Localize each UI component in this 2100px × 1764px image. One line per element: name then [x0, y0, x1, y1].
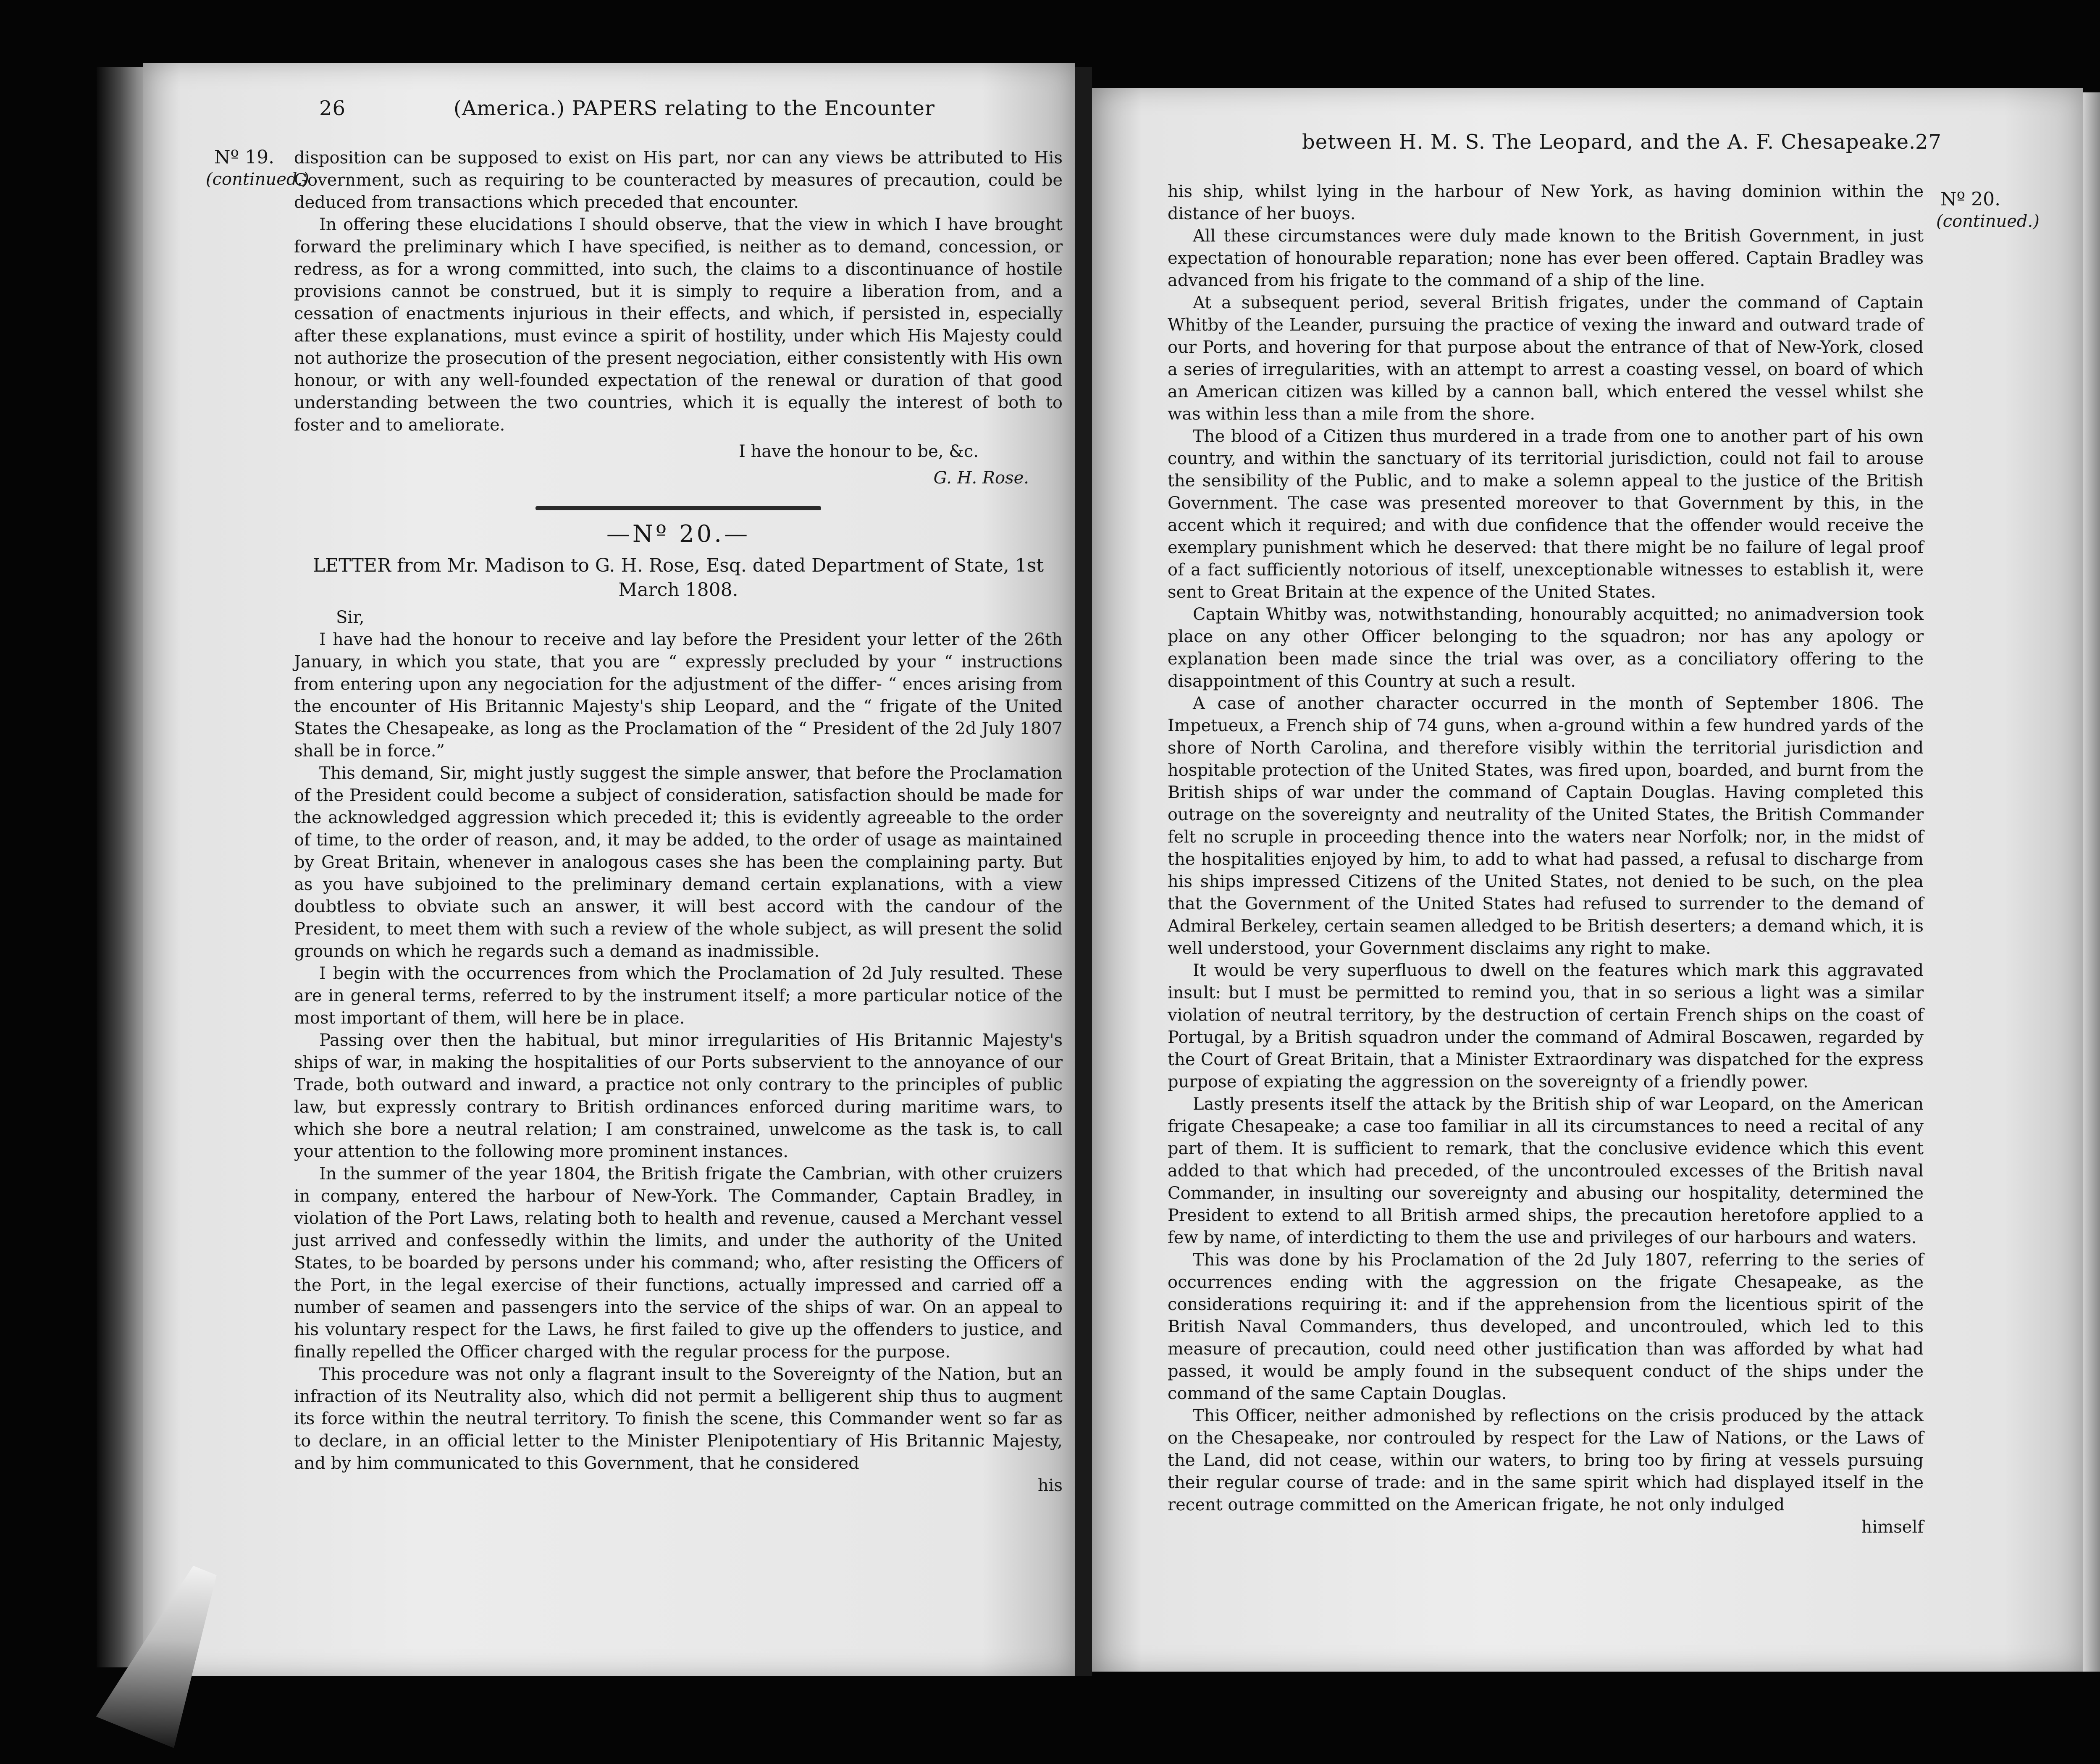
- paragraph: his ship, whilst lying in the harbour of New York, as having dominion within the distance of her buoys.: [1168, 182, 1924, 223]
- left-side-continued: (continued.): [206, 170, 309, 189]
- left-page-body: [294, 147, 1063, 1497]
- right-page-header: between H. M. S. The Leopard, and the A. F. Chesapeake.: [1302, 130, 1916, 154]
- right-side-number: Nº 20.: [1940, 189, 2001, 210]
- right-side-continued: (continued.): [1936, 212, 2040, 231]
- paragraph: This procedure was not only a flagrant insult to the Sovereignty of the Nation, but an infraction of its Neutrality also, which did not permit a belligerent ship thus to augment its force within the neutral territory. To finish the scene, this Commander went so far as to declare, in an official letter to the Minister Plenipotentiary of His Britannic Majesty, and by him communicated to this Government, that he considered: [294, 1365, 1063, 1473]
- paragraph: This demand, Sir, might justly suggest the simple answer, that before the Proclamation of the President could become a subject of consideration, satisfaction should be made for the acknowledged aggression which preceded it; this is evidently agreeable to the order of time, to the order of reason, and, it may be added, to the order of usage as maintained by Great Britain, whenever in analogous cases she has been the complaining party. But as you have subjoined to the preliminary demand certain explanations, with a view doubtless to obviate such an answer, it will best accord with the candour of the President, to meet them with such a review of the whole subject, as will present the solid grounds on which he regards such a demand as inadmissible.: [294, 764, 1063, 961]
- right-page: [1092, 88, 2083, 1672]
- paragraph: Captain Whitby was, notwithstanding, honourably acquitted; no animadversion took place on any other Officer belonging to the squadron; nor has any apology or explanation been made since the trial was over, as a conciliatory offering to the disappointment of this Country at such a result.: [1168, 605, 1924, 691]
- paragraph: I have had the honour to receive and lay before the President your letter of the 26th January, in which you state, that you are “ expressly precluded by your “ instructions from entering upon any negociation for the adjustment of the differ- “ ences arising from the encounter of His Britannic Majesty's ship Leopard, and the “ frigate of the United States the Chesapeake, as long as the Proclamation of the “ President of the 2d July 1807 shall be in force.”: [294, 630, 1063, 761]
- paragraph: I begin with the occurrences from which the Proclamation of 2d July resulted. These are in general terms, referred to by the instrument itself; a more particular notice of the most important of them, will here be in place.: [294, 964, 1063, 1028]
- paragraph: A case of another character occurred in the month of September 1806. The Impetueux, a French ship of 74 guns, when a-ground within a few hundred yards of the shore of North Carolina, and therefore visibly within the territorial jurisdiction and hospitable protection of the United States, was fired upon, boarded, and burnt from the British ships of war under the command of Captain Douglas. Having completed this outrage on the sovereignty and neutrality of the United States, the British Commander felt no scruple in proceeding thence into the waters near Norfolk; nor, in the midst of the hospitalities enjoyed by him, to add to what had passed, a refusal to discharge from his ships impressed Citizens of the United States, not denied to be such, on the plea that the Government of the United States had refused to surrender to the demand of Admiral Berkeley, certain seamen alledged to be British deserters; a demand which, it is well understood, your Government disclaims any right to make.: [1168, 694, 1924, 958]
- paragraph: It would be very superfluous to dwell on the features which mark this aggravated insult: but I must be permitted to remind you, that in so serious a light was a similar violation of neutral territory, by the destruction of certain French ships on the coast of Portugal, by a British squadron under the command of Admiral Boscawen, regarded by the Court of Great Britain, that a Minister Extraordinary was dispatched for the express purpose of expiating the aggression on the sovereignty of a friendly power.: [1168, 961, 1924, 1092]
- catchword: his: [1037, 1476, 1063, 1495]
- section-rule: [536, 506, 821, 510]
- book-gutter: [1075, 67, 1092, 1676]
- left-page-number: 26: [319, 97, 346, 120]
- paragraph: Lastly presents itself the attack by the British ship of war Leopard, on the American frigate Chesapeake; a case too familiar in all its circumstances to need a recital of any part of them. It is sufficient to remark, that the conclusive evidence which this event added to that which had preceded, of the uncontrouled excesses of the British naval Commander, in insulting our sovereignty and abusing our hospitality, determined the President to extend to all British armed ships, the precaution heretofore applied to a few by name, of interdicting to them the use and privileges of our harbours and waters.: [1168, 1095, 1924, 1247]
- left-side-number: Nº 19.: [214, 147, 275, 168]
- right-page-body: [1168, 181, 1924, 1538]
- right-page-number: 27: [1915, 130, 1942, 154]
- signature: G. H. Rose.: [933, 468, 1029, 488]
- catchword: himself: [1861, 1517, 1924, 1537]
- left-page: [143, 63, 1075, 1676]
- paragraph: In offering these elucidations I should observe, that the view in which I have brought forward the preliminary which I have specified, is neither as to demand, concession, or redress, as for a wrong committed, into such, the claims to a discontinuance of hostile provisions cannot be construed, but it is simply to require a liberation from, and a cessation of enactments injurious in their effects, and which, if persisted in, especially after these explanations, must evince a spirit of hostility, under which His Majesty could not authorize the prosecution of the present negociation, either consistently with His own honour, or with any well-founded expectation of the renewal or duration of that good understanding between the two countries, which it is equally the interest of both to foster and to ameliorate.: [294, 215, 1063, 435]
- section-number: —Nº 20.—: [606, 520, 751, 548]
- paragraph: disposition can be supposed to exist on His part, nor can any views be attributed to His Government, such as requiring to be counteracted by measures of precaution, could be deduced from transactions which preceded that encounter.: [294, 148, 1063, 212]
- page-stack-edge: [2083, 92, 2100, 1672]
- paragraph: In the summer of the year 1804, the British frigate the Cambrian, with other cruizers in company, entered the harbour of New-York. The Commander, Captain Bradley, in violation of the Port Laws, relating both to health and revenue, caused a Merchant vessel just arrived and confessedly within the limits, and under the authority of the United States, to be boarded by persons under his command; who, after resisting the Officers of the Port, in the legal exercise of their functions, actually impressed and carried off a number of seamen and passengers into the service of the ships of war. On an appeal to his voluntary respect for the Laws, he first failed to give up the offenders to justice, and finally repelled the Officer charged with the regular process for the purpose.: [294, 1164, 1063, 1362]
- letter-title: LETTER from Mr. Madison to G. H. Rose, Esq. dated Department of State, 1st March 1808.: [312, 555, 1044, 601]
- paragraph: The blood of a Citizen thus murdered in a trade from one to another part of his own country, and within the sanctuary of its territorial jurisdiction, could not fail to arouse the sensibility of the Public, and to make a solemn appeal to the justice of the British Government. The case was presented moreover to that Government by this, in the accent which it required; and with due confidence that the offender would receive the exemplary punishment which he deserved: that there might be no failure of legal proof of a fact sufficiently notorious of itself, unexceptionable witnesses to establish it, were sent to Great Britain at the expence of the United States.: [1168, 427, 1924, 602]
- salutation: Sir,: [336, 608, 365, 627]
- paragraph: All these circumstances were duly made known to the British Government, in just expectation of honourable reparation; none has ever been offered. Captain Bradley was advanced from his frigate to the command of a ship of the line.: [1168, 226, 1924, 290]
- paragraph: At a subsequent period, several British frigates, under the command of Captain Whitby of the Leander, pursuing the practice of vexing the inward and outward trade of our Ports, and hovering for that purpose about the entrance of that of New-York, closed a series of irregularities, with an attempt to arrest a coasting vessel, on board of which an American citizen was killed by a cannon ball, which entered the vessel whilst she was within less than a mile from the shore.: [1168, 293, 1924, 424]
- paragraph: Passing over then the habitual, but minor irregularities of His Britannic Majesty's ships of war, in making the hospitalities of our Ports subservient to the annoyance of our Trade, both outward and inward, a practice not only contrary to the principles of public law, but expressly contrary to British ordinances enforced during maritime wars, to which she bore a neutral relation; I am constrained, unwelcome as the task is, to call your attention to the following more prominent instances.: [294, 1031, 1063, 1161]
- left-page-header: (America.) PAPERS relating to the Encounter: [454, 97, 935, 120]
- closing-line: I have the honour to be, &c.: [739, 442, 979, 461]
- paragraph: This was done by his Proclamation of the 2d July 1807, referring to the series of occurrences ending with the aggression on the frigate Chesapeake, as the considerations requiring it: and if the apprehension from the licentious spirit of the British Naval Commanders, thus developed, and uncontrouled, which led to this measure of precaution, could need other justification than was afforded by what had passed, it would be amply found in the subsequent conduct of the ships under the command of the same Captain Douglas.: [1168, 1250, 1924, 1403]
- paragraph: This Officer, neither admonished by reflections on the crisis produced by the attack on the Chesapeake, nor controuled by respect for the Law of Nations, or the Laws of the Land, did not cease, within our waters, to bring too by firing at vessels pursuing their regular course of trade: and in the same spirit which had displayed itself in the recent outrage committed on the American frigate, he not only indulged: [1168, 1406, 1924, 1515]
